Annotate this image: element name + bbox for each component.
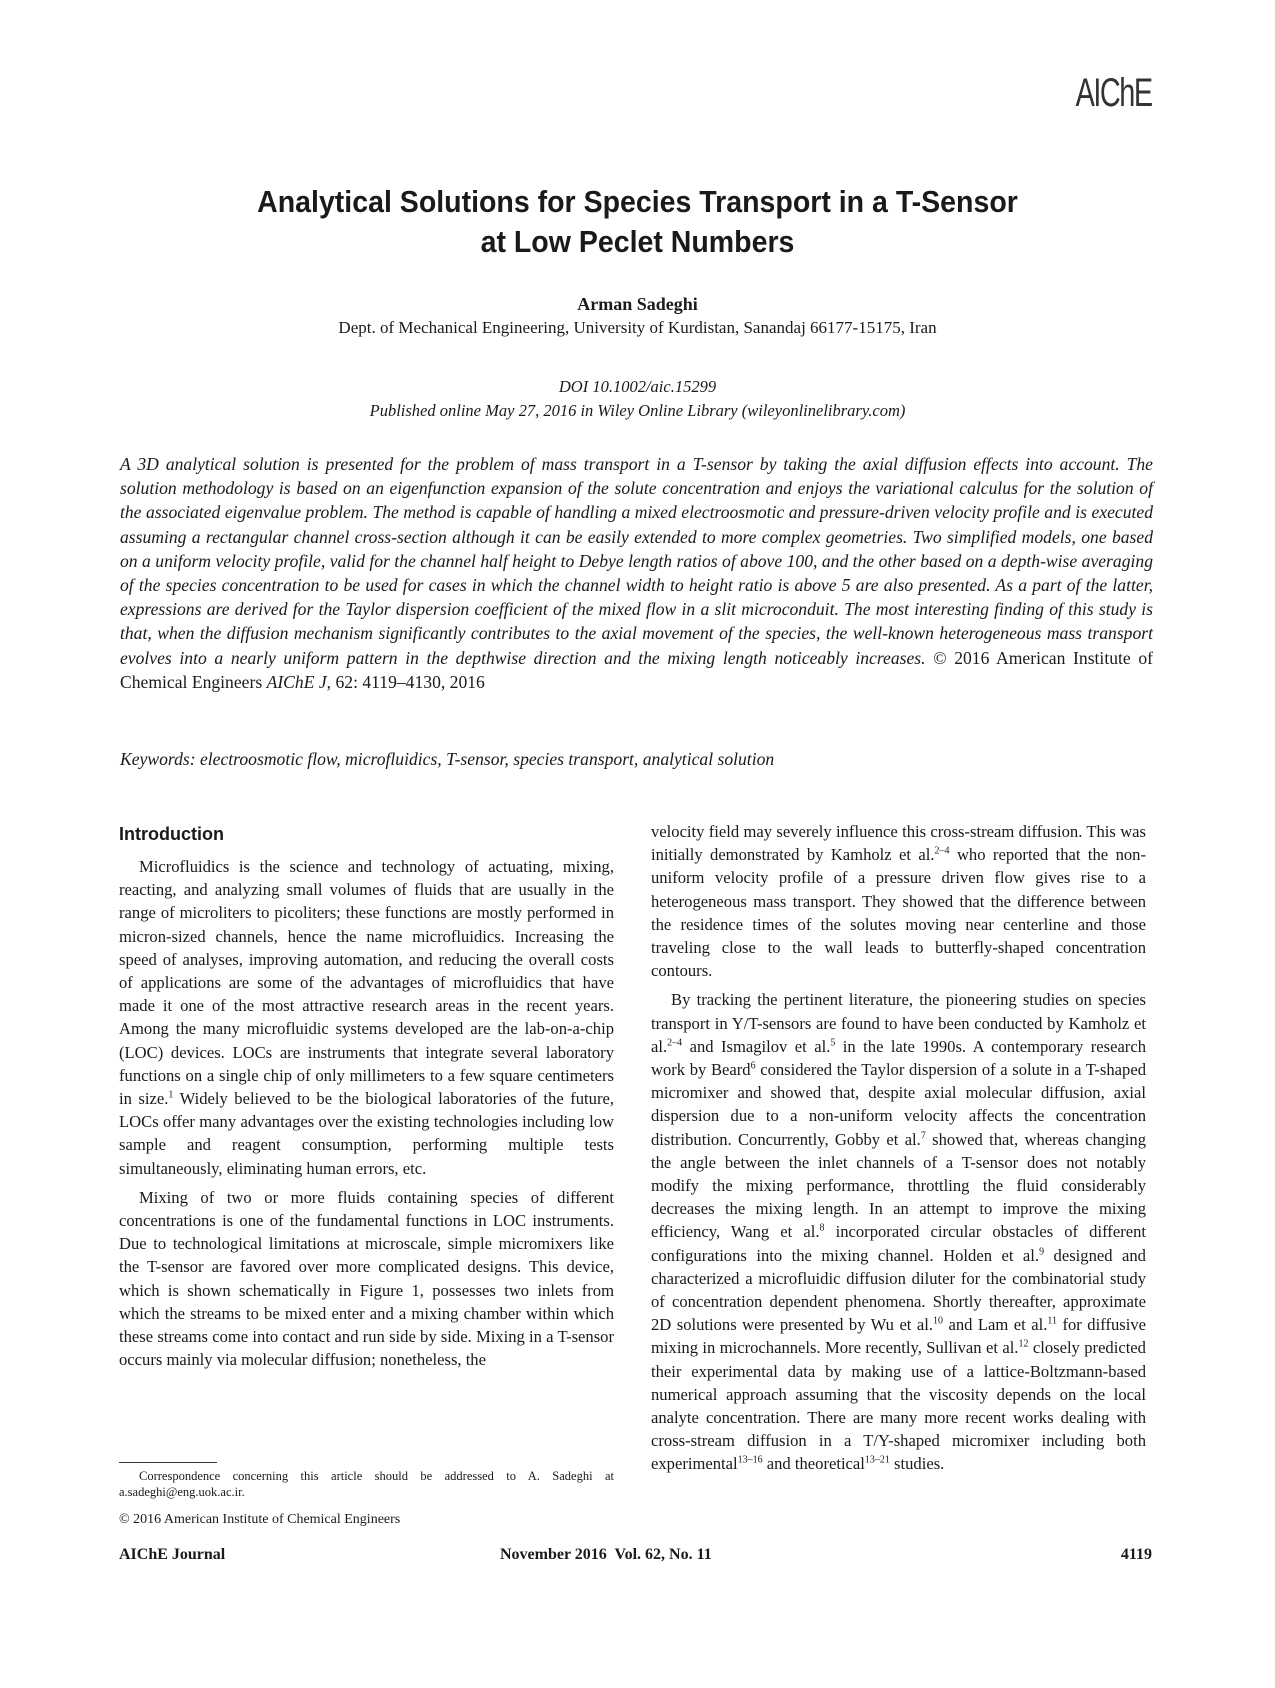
publication-line: Published online May 27, 2016 in Wiley Online Library (wileyonlinelibrary.com) (369, 401, 906, 420)
citation-ref: 13–21 (864, 1454, 890, 1466)
citation-ref: 12 (1018, 1338, 1029, 1350)
title-line-2: at Low Peclet Numbers (480, 224, 795, 259)
footer-journal: AIChE Journal (119, 1546, 226, 1563)
author-name: Arman Sadeghi (577, 294, 698, 314)
citation-ref: 13–16 (737, 1454, 763, 1466)
footnote-divider (119, 1462, 217, 1463)
journal-logo: AIChE (1075, 71, 1152, 115)
paragraph: velocity field may severely influence this cross-stream diffusion. This was initially demonstrated by Kamholz et al.$^{2-4}$ who reported that the non-uniform velocity profile of a pressure driven flow gives rise to a heterogeneous mass transport. They showed that the difference between the residence times of the solutes moving near centerline and those traveling close to the wall leads to butterfly-shaped concentration contours. (651, 822, 1146, 981)
keywords: Keywords: electroosmotic flow, microfluidics, T-sensor, species transport, analytical solution (120, 749, 775, 769)
citation-ref: 6 (750, 1060, 756, 1072)
paragraph: Microfluidics is the science and technology of actuating, mixing, reacting, and analyzing small volumes of fluids that are usually in the range of microliters to picoliters; these functions are mostly performed in micron-sized channels, hence the name microfluidics. Increasing the speed of analyses, improving automation, and reducing the overall costs of applications are some of the advantages of microfluidics that have made it one of the most attractive research areas in the recent years. Among the many microfluidic systems developed are the lab-on-a-chip (LOC) devices. LOCs are instruments that integrate several laboratory functions on a single chip of only millimeters to a few square centimeters in size.$^1$ Widely believed to be the biological laboratories of the future, LOCs offer many advantages over the existing technologies including low sample and reagent consumption, performing multiple tests simultaneously, eliminating human errors, etc. (119, 857, 614, 1178)
citation-ref: 10 (933, 1315, 944, 1327)
abstract-citation: , 62: 4119–4130, 2016 (326, 671, 485, 692)
doi-line: DOI 10.1002/aic.15299 (558, 377, 717, 396)
footer-page-number: 4119 (1120, 1546, 1152, 1563)
copyright-notice: © 2016 American Institute of Chemical Engineers (119, 1512, 401, 1527)
citation-ref: 2–4 (667, 1037, 683, 1049)
citation-ref: 11 (1047, 1315, 1058, 1327)
footer-issue: November 2016 Vol. 62, No. 11 (500, 1546, 712, 1563)
citation-ref: 5 (830, 1037, 836, 1049)
citation-ref: 8 (819, 1222, 825, 1234)
paragraph: Mixing of two or more fluids containing species of different concentrations is one of the fundamental functions in LOC instruments. Due to technological limitations at microscale, simple micromixers like the T-sensor are favored over more complicated designs. This device, which is shown schematically in Figure 1, possesses two inlets from which the streams to be mixed enter and a mixing chamber within which these streams come into contact and run side by side. Mixing in a T-sensor occurs mainly via molecular diffusion; nonetheless, the (119, 1187, 614, 1370)
abstract-text: A 3D analytical solution is presented for the problem of mass transport in a T-sensor by taking the axial diffusion effects into account. The solution methodology is based on an eigenfunction expansion of the solute concentration and enjoys the variational calculus for the solution of the associated eigenvalue problem. The method is capable of handling a mixed electroosmotic and pressure-driven velocity profile and is executed assuming a rectangular channel cross-section although it can be easily extended to more complex geometries. Two simplified models, one based on a uniform velocity profile, valid for the channel half height to Debye length ratios of above 100, and the other based on a depth-wise averaging of the species concentration to be used for cases in which the channel width to height ratio is above 5 are also presented. As a part of the latter, expressions are derived for the Taylor dispersion coefficient of the mixed flow in a slit microconduit. The most interesting finding of this study is that, when the diffusion mechanism significantly contributes to the axial movement of the species, the well-known heterogeneous mass transport evolves into a nearly uniform pattern in the depthwise direction and the mixing length noticeably increases. (120, 454, 1153, 668)
citation-ref: 2–4 (934, 845, 950, 857)
author-affiliation: Dept. of Mechanical Engineering, University of Kurdistan, Sanandaj 66177-15175, Iran (338, 318, 937, 337)
correspondence-footnote: Correspondence concerning this article should be addressed to A. Sadeghi at a.sadeghi@eng.uok.ac.ir. (119, 1469, 614, 1499)
citation-ref: 7 (920, 1130, 926, 1142)
citation-ref: 1 (168, 1089, 174, 1101)
left-column (119, 823, 614, 1371)
section-heading-introduction: Introduction (119, 824, 224, 844)
article-title (140, 182, 1135, 262)
abstract-journal: AIChE J (266, 671, 327, 692)
paragraph: By tracking the pertinent literature, the pioneering studies on species transport in Y/T-sensors are found to have been conducted by Kamholz et al.$^{2-4}$ and Ismagilov et al.$^5$ in the late 1990s. A contemporary research work by Beard$^6$ considered the Taylor dispersion of a solute in a T-shaped micromixer and showed that, despite axial molecular diffusion, axial dispersion due to a non-uniform velocity affects the concentration distribution. Concurrently, Gobby et al.$^7$ showed that, whereas changing the angle between the inlet channels of a T-sensor does not notably modify the mixing performance, throttling the fluid considerably decreases the mixing length. In an attempt to improve the mixing efficiency, Wang et al.$^8$ incorporated circular obstacles of different configurations into the mixing channel. Holden et al.$^9$ designed and characterized a microfluidic diffusion diluter for the combinatorial study of concentration dependent phenomena. Shortly thereafter, approximate 2D solutions were presented by Wu et al.$^{10}$ and Lam et al.$^{11}$ for diffusive mixing in microchannels. More recently, Sullivan et al.$^{12}$ closely predicted their experimental data by making use of a lattice-Boltzmann-based numerical approach assuming that the viscosity depends on the local analyte concentration. There are many more recent works dealing with cross-stream diffusion in a T/Y-shaped micromixer including both experimental$^{13-16}$ and theoretical$^{13-21}$ studies. (651, 990, 1146, 1474)
title-line-1: Analytical Solutions for Species Transport in a T-Sensor (257, 184, 1018, 219)
citation-ref: 9 (1039, 1246, 1045, 1258)
abstract-copyright: © 2016 American Institute of Chemical Engineers (120, 647, 1153, 692)
abstract (120, 452, 1153, 694)
right-column (651, 820, 1146, 1476)
